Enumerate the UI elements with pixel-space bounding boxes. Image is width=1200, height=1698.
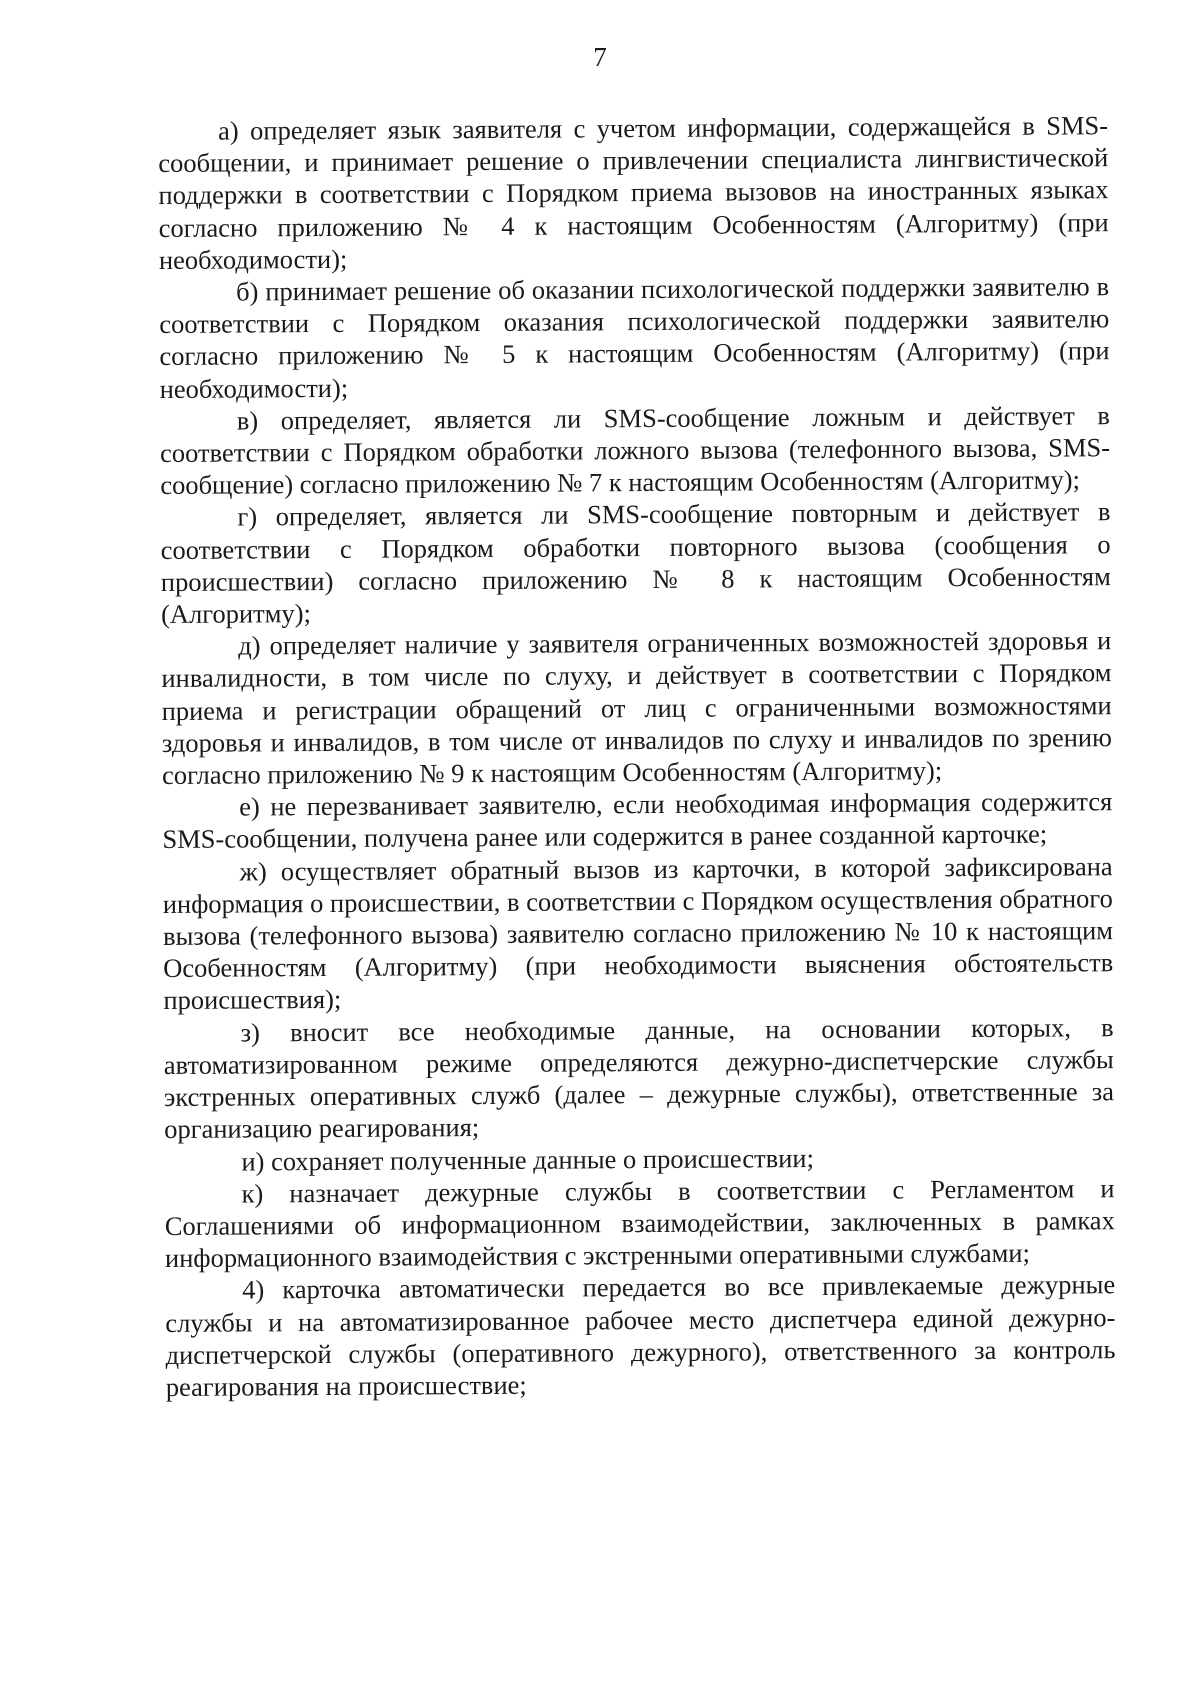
paragraph-item-k: к) назначает дежурные службы в соответствии с Регламентом и Соглашениями об информационном взаимодействии, заключенных в рамках информационного взаимодействия с экстренными оперативными службами;	[164, 1172, 1115, 1274]
paragraph-item-g: г) определяет, является ли SMS-сообщение повторным и действует в соответствии с Порядком обработки повторного вызова (сообщения о происшествии) согласно приложению № 8 к настоящим Особенностям (Алгоритму);	[160, 496, 1111, 630]
document-body	[158, 109, 1116, 1403]
paragraph-item-d: д) определяет наличие у заявителя ограниченных возможностей здоровья и инвалидности, в том числе по слуху, и действует в соответствии с Порядком приема и регистрации обращений от лиц с ограниченными возможностями здоровья и инвалидов, в том числе от инвалидов по слуху и инвалидов по зрению согласно приложению № 9 к настоящим Особенностям (Алгоритму);	[161, 625, 1112, 791]
page-number: 7	[593, 42, 607, 72]
paragraph-item-z: з) вносит все необходимые данные, на основании которых, в автоматизированном режиме определяются дежурно-диспетчерские службы экстренных оперативных служб (далее – дежурные службы), ответственные за организацию реагирования;	[163, 1011, 1115, 1145]
paragraph-item-e: е) не перезванивает заявителю, если необходимая информация содержится SMS-сообщении, получена ранее или содержится в ранее созданной карточке;	[162, 786, 1113, 855]
paragraph-item-v: в) определяет, является ли SMS-сообщение ложным и действует в соответствии с Порядком обработки ложного вызова (телефонного вызова, SMS-сообщение) согласно приложению № 7 к настоящим Особенностям (Алгоритму);	[159, 400, 1111, 501]
paragraph-item-4: 4) карточка автоматически передается во все привлекаемые дежурные службы и на автоматизированное рабочее место диспетчера единой дежурно-диспетчерской службы (оперативного дежурного), ответственного за контроль реагирования на происшествие;	[165, 1269, 1116, 1402]
paragraph-item-a: а) определяет язык заявителя с учетом информации, содержащейся в SMS-сообщении, и принимает решение о привлечении специалиста лингвистической поддержки в соответствии с Порядком приема вызовов на иностранных языках согласно приложению № 4 к настоящим Особенностям (Алгоритму) (при необходимости);	[158, 110, 1109, 275]
paragraph-item-i: и) сохраняет полученные данные о происшествии;	[241, 1142, 814, 1177]
paragraph-item-b: б) принимает решение об оказании психологической поддержки заявителю в соответствии с Порядком оказания психологической поддержки заявителю согласно приложению № 5 к настоящим Особенностям (Алгоритму) (при необходимости);	[159, 271, 1110, 404]
paragraph-item-zh: ж) осуществляет обратный вызов из карточки, в которой зафиксирована информация о происшествии, в соответствии с Порядком осуществления обратного вызова (телефонного вызова) заявителю согласно приложению № 10 к настоящим Особенностям (Алгоритму) (при необходимости выяснения обстоятельств происшествия);	[162, 850, 1114, 1016]
